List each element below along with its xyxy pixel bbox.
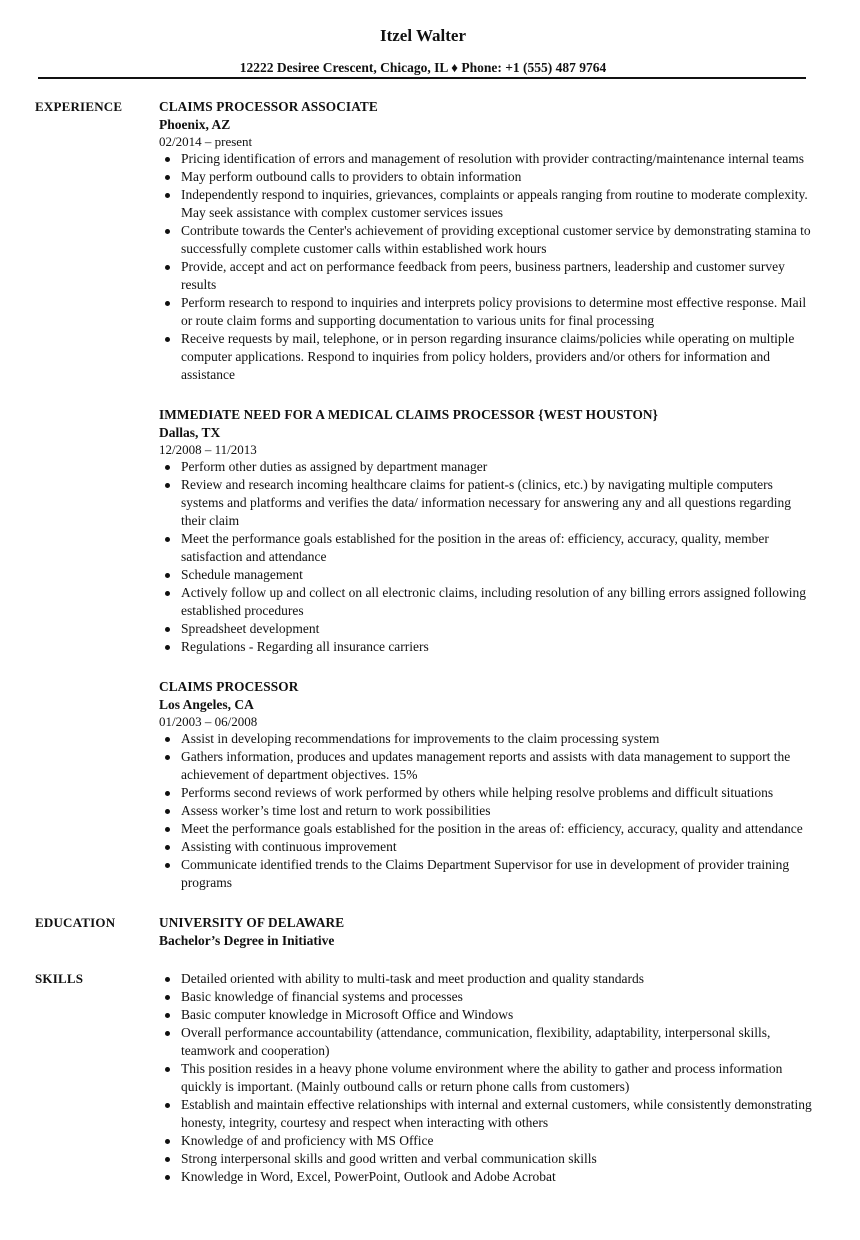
bullet-text: Basic knowledge of financial systems and processes [181,989,463,1004]
bullet-item [159,784,815,802]
bullet-dot-icon [165,863,170,868]
bullet-text: Knowledge of and proficiency with MS Office [181,1133,434,1148]
bullet-dot-icon [165,645,170,650]
bullet-dot-icon [165,229,170,234]
bullet-item [159,1096,815,1132]
header-divider [38,77,806,79]
bullet-text: May perform outbound calls to providers to obtain information [181,169,522,184]
bullet-item [159,620,815,638]
bullet-item [159,1168,815,1186]
bullet-text: Basic computer knowledge in Microsoft Office and Windows [181,1007,514,1022]
bullet-text: Provide, accept and act on performance feedback from peers, business partners, leadership and customer survey results [181,259,785,292]
bullet-item [159,748,815,784]
bullet-dot-icon [165,193,170,198]
bullet-dot-icon [165,1013,170,1018]
bullet-dot-icon [165,977,170,982]
bullet-dot-icon [165,627,170,632]
section-heading-experience: EXPERIENCE [35,99,123,114]
resume-body [35,98,815,1186]
bullet-item [159,802,815,820]
bullet-text: Spreadsheet development [181,621,320,636]
bullet-item [159,1150,815,1168]
skills-section [35,970,815,1186]
bullet-text: Review and research incoming healthcare claims for patient-s (clinics, etc.) by navigating multiple computers systems and platforms and verifies the data/ information necessary for answering any and all questions regarding their claim [181,477,791,528]
experience-jobs [159,98,815,892]
bullet-text: Pricing identification of errors and management of resolution with provider contracting/maintenance internal teams [181,151,805,166]
job-duties-list [159,150,815,384]
bullet-dot-icon [165,591,170,596]
bullet-text: Meet the performance goals established for the position in the areas of: efficiency, accuracy, quality, member satisfaction and attendance [181,531,769,564]
bullet-item [159,820,815,838]
bullet-dot-icon [165,157,170,162]
bullet-item [159,838,815,856]
education-section [35,914,815,950]
bullet-text: This position resides in a heavy phone volume environment where the ability to gather and process information quickly is important. (Mainly outbound calls or return phone calls from customers) [181,1061,783,1094]
job-title: CLAIMS PROCESSOR ASSOCIATE [159,99,378,114]
bullet-item [159,1024,815,1060]
bullet-dot-icon [165,175,170,180]
bullet-dot-icon [165,737,170,742]
bullet-item [159,458,815,476]
bullet-dot-icon [165,465,170,470]
bullet-dot-icon [165,827,170,832]
bullet-item [159,638,815,656]
bullet-item [159,1132,815,1150]
experience-section [35,98,815,892]
candidate-name: Itzel Walter [379,26,467,45]
bullet-text: Gathers information, produces and updates management reports and assists with data management to support the achievement of department objectives. 15% [181,749,791,782]
bullet-text: Strong interpersonal skills and good written and verbal communication skills [181,1151,597,1166]
job-title: CLAIMS PROCESSOR [159,679,299,694]
bullet-dot-icon [165,265,170,270]
bullet-item [159,988,815,1006]
bullet-text: Perform research to respond to inquiries and interprets policy provisions to determine most effective response. Mail or route claim forms and supporting documentation to various units for final processing [181,295,807,328]
bullet-dot-icon [165,1139,170,1144]
section-heading-skills: SKILLS [35,971,84,986]
skills-list [159,970,815,1186]
bullet-dot-icon [165,791,170,796]
education-school: UNIVERSITY OF DELAWARE [159,915,345,930]
bullet-text: Communicate identified trends to the Claims Department Supervisor for use in development of provider training programs [181,857,790,890]
bullet-dot-icon [165,301,170,306]
bullet-text: Assist in developing recommendations for improvements to the claim processing system [181,731,660,746]
bullet-item [159,222,815,258]
bullet-text: Schedule management [181,567,303,582]
job-title: IMMEDIATE NEED FOR A MEDICAL CLAIMS PROCESSOR {WEST HOUSTON} [159,407,658,422]
bullet-item [159,530,815,566]
bullet-dot-icon [165,1103,170,1108]
bullet-text: Assess worker’s time lost and return to work possibilities [181,803,491,818]
bullet-text: Contribute towards the Center's achievement of providing exceptional customer service by demonstrating stamina to successfully complete customer calls within established work hours [181,223,811,256]
bullet-dot-icon [165,995,170,1000]
bullet-text: Perform other duties as assigned by department manager [181,459,488,474]
contact-line: 12222 Desiree Crescent, Chicago, IL ♦ Phone: +1 (555) 487 9764 [239,60,607,75]
bullet-text: Independently respond to inquiries, grievances, complaints or appeals ranging from routine to moderate complexity. May seek assistance with complex customer services issues [181,187,808,220]
bullet-item [159,186,815,222]
bullet-text: Performs second reviews of work performed by others while helping resolve problems and difficult situations [181,785,774,800]
bullet-text: Establish and maintain effective relationships with internal and external customers, while consistently demonstrating honesty, integrity, courtesy and respect when interacting with others [181,1097,812,1130]
bullet-dot-icon [165,809,170,814]
section-heading-education: EDUCATION [35,915,116,930]
bullet-dot-icon [165,1157,170,1162]
bullet-item [159,476,815,530]
job-entry [159,406,815,656]
job-location: Phoenix, AZ [159,117,231,132]
bullet-item [159,150,815,168]
bullet-dot-icon [165,845,170,850]
job-location: Los Angeles, CA [159,697,254,712]
bullet-text: Detailed oriented with ability to multi-task and meet production and quality standards [181,971,645,986]
bullet-dot-icon [165,1031,170,1036]
bullet-text: Overall performance accountability (attendance, communication, flexibility, adaptability, interpersonal skills, teamwork and cooperation) [181,1025,771,1058]
bullet-text: Meet the performance goals established for the position in the areas of: efficiency, accuracy, quality and attendance [181,821,803,836]
job-duties-list [159,458,815,656]
bullet-text: Receive requests by mail, telephone, or in person regarding insurance claims/policies while operating on multiple computer applications. Respond to inquiries from policy holders, providers and/or others for information and assistance [181,331,795,382]
bullet-text: Assisting with continuous improvement [181,839,397,854]
bullet-item [159,294,815,330]
bullet-text: Regulations - Regarding all insurance carriers [181,639,429,654]
job-entry [159,98,815,384]
job-dates: 01/2003 – 06/2008 [159,714,258,729]
bullet-text: Knowledge in Word, Excel, PowerPoint, Outlook and Adobe Acrobat [181,1169,556,1184]
bullet-text: Actively follow up and collect on all electronic claims, including resolution of any billing errors assigned following established procedures [181,585,806,618]
job-dates: 12/2008 – 11/2013 [159,442,257,457]
bullet-item [159,1060,815,1096]
bullet-item [159,730,815,748]
bullet-dot-icon [165,483,170,488]
bullet-dot-icon [165,337,170,342]
bullet-dot-icon [165,1175,170,1180]
bullet-item [159,168,815,186]
job-dates: 02/2014 – present [159,134,253,149]
bullet-dot-icon [165,755,170,760]
bullet-dot-icon [165,1067,170,1072]
bullet-dot-icon [165,573,170,578]
bullet-item [159,258,815,294]
bullet-item [159,970,815,988]
bullet-dot-icon [165,537,170,542]
job-location: Dallas, TX [159,425,221,440]
bullet-item [159,1006,815,1024]
bullet-item [159,330,815,384]
bullet-item [159,856,815,892]
bullet-item [159,566,815,584]
job-duties-list [159,730,815,892]
job-entry [159,678,815,892]
bullet-item [159,584,815,620]
education-degree: Bachelor’s Degree in Initiative [159,933,335,948]
